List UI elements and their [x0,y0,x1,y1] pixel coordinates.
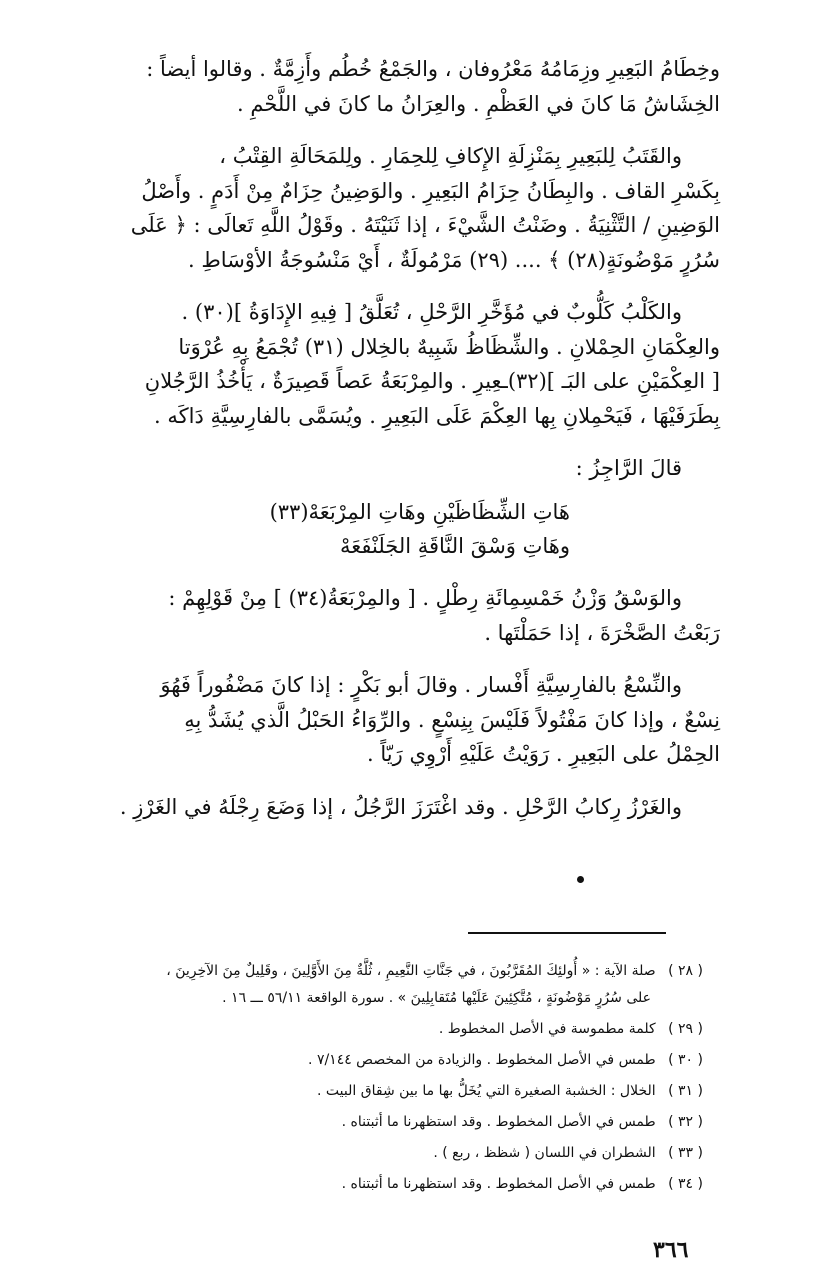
paragraph-2 [70,139,720,277]
footnote-number: ( ٣٤ ) [668,1176,703,1192]
text-line: وخِطَامُ البَعِيرِ وزِمَامُهُ مَعْرُوفان ، والجَمْعُ خُطُم وأَزِمَّةٌ . وقالوا أيضاً : [146,57,720,81]
text-line: الحِمْلُ على البَعِيرِ . رَوَيْتُ عَلَيْهِ أَرْوِي رَيّاً . [367,742,720,766]
text-line: والعِكْمَانِ الحِمْلانِ . والشِّظَاظُ شَبِيهٌ بالخِلال (٣١) تُجْمَعُ بِهِ عُرْوَتا [178,334,720,359]
verse-line: هَاتِ الشِّظَاظَيْنِ وهَاتِ المِرْبَعَهْ(٣٣) [269,500,570,524]
footnote-number: ( ٣١ ) [668,1083,703,1099]
text-line: بِكَسْرِ القاف . والبِطَانُ حِزَامُ البَعِيرِ . والوَضِينُ حِزَامٌ مِنْ أَدَمٍ . وأَصْلُ [141,178,720,203]
paragraph-6 [70,790,720,825]
page-body [70,52,720,842]
footnote-text: صلة الآية : « أُولئِكَ المُقَرَّبُونَ ، في جَنَّاتِ النَّعِيمِ ، ثُلَّةٌ مِنَ الأَوَّلِينَ ، وقَلِيلٌ مِنَ الآخِرِينَ ، [166,963,656,979]
footnote-33 [110,1140,703,1167]
footnote-text: كلمة مطموسة في الأصل المخطوط . [438,1021,656,1037]
text-line: رَبَعْتُ الصَّخْرَةَ ، إذا حَمَلْتَها . [484,620,720,645]
footnote-32 [110,1109,703,1136]
text-line: والغَرْزُ رِكابُ الرَّحْلِ . وقد اغْتَرَزَ الرَّجُلُ ، إذا وَضَعَ رِجْلَهُ في الغَرْزِ . [119,794,682,819]
footnote-34 [110,1171,703,1198]
footnote-number: ( ٣٢ ) [668,1114,703,1130]
page-number: ٣٦٦ [653,1237,689,1263]
footnote-separator [468,932,666,934]
text-line: نِسْعٌ ، وإذا كانَ مَفْتُولاً فَلَيْسَ بِنِسْعٍ . والرِّوَاءُ الحَبْلُ الَّذي يُشَدُّ بِهِ [184,707,720,732]
footnote-continuation: على سُرُرٍ مَوْضُونَةٍ ، مُتَّكِئِينَ عَلَيْها مُتَقابِلِينَ » . سورة الواقعة ٥٦/١١ ـــ ١٦ . [222,990,651,1006]
footnote-number: ( ٣٠ ) [668,1052,703,1068]
footnote-31 [110,1078,703,1105]
text-line: الوَضِينِ / التَّثْنِيَةُ . وضَنْتُ الشَّيْءَ ، إذا ثَنَيْتَهُ . وقَوْلُ اللَّهِ تَعالَى : ﴿ عَلَى [130,213,720,237]
footnote-text: طمس في الأصل المخطوط . والزيادة من المخصص ٧/١٤٤ . [308,1052,656,1068]
paragraph-4 [70,581,720,650]
text-line: [ العِكْمَيْنِ على البَـ ](٣٢)ـعِيرِ . والمِرْبَعَةُ عَصاً قَصِيرَةٌ ، يَأْخُذُ الرَّجُلانِ [144,369,720,393]
section-end-dot [577,876,584,883]
footnotes [110,958,703,1202]
rajiz-intro: قالَ الرَّاجِزُ : [575,456,682,480]
text-line: والوَسْقُ وَزْنُ خَمْسِمِائَةِ رِطْلٍ . [ والمِرْبَعَةُ(٣٤) ] مِنْ قَوْلِهِمْ : [168,586,682,610]
footnote-text: طمس في الأصل المخطوط . وقد استظهرنا ما أثبتناه . [341,1176,656,1192]
paragraph-5 [70,668,720,772]
footnote-text: الشطران في اللسان ( شظظ ، ربع ) . [433,1145,656,1161]
paragraph-3 [70,295,720,433]
text-line: والكَلْبُ كَلُّوبٌ في مُؤَخَّرِ الرَّحْلِ ، تُعَلَّقُ [ فِيهِ الإِدَاوَةُ ](٣٠) . [181,300,682,324]
paragraph-1 [70,52,720,121]
footnote-28 [110,958,703,1012]
text-line: بِطَرَفَيْهَا ، فَيَحْمِلانِ بِها العِكْمَ عَلَى البَعِيرِ . ويُسَمَّى بالفارِسِيَّةِ دَاكَه . [154,403,720,428]
footnote-number: ( ٣٣ ) [668,1145,703,1161]
footnote-30 [110,1047,703,1074]
verse-line: وهَاتِ وَسْقَ النَّاقَةِ الجَلَنْفَعَهْ [339,534,570,558]
verse-block [70,495,720,563]
footnote-text: طمس في الأصل المخطوط . وقد استظهرنا ما أثبتناه . [341,1114,656,1130]
text-line: والنِّسْعُ بالفارِسِيَّةِ أَفْسار . وقالَ أبو بَكْرٍ : إذا كانَ مَضْفُوراً فَهُوَ [160,673,682,697]
text-line: والقَتَبُ لِلبَعِيرِ بِمَنْزِلَةِ الإِكافِ لِلحِمَارِ . ولِلمَحَالَةِ القِتْبُ ، [219,144,682,168]
footnote-number: ( ٢٨ ) [668,963,703,979]
footnote-29 [110,1016,703,1043]
text-line: الخِشَاشُ مَا كانَ في العَظْمِ . والعِرَانُ ما كانَ في اللَّحْمِ . [237,91,720,116]
footnote-text: الخلال : الخشبة الصغيرة التي يُخَلُّ بها ما بين شِقاق البيت . [317,1083,656,1099]
footnote-number: ( ٢٩ ) [668,1021,703,1037]
text-line: سُرُرٍ مَوْضُونَةٍ(٢٨) ﴾ .... (٢٩) مَرْمُولَةٌ ، أَيْ مَنْسُوجَةُ الأوْسَاطِ . [188,247,720,272]
